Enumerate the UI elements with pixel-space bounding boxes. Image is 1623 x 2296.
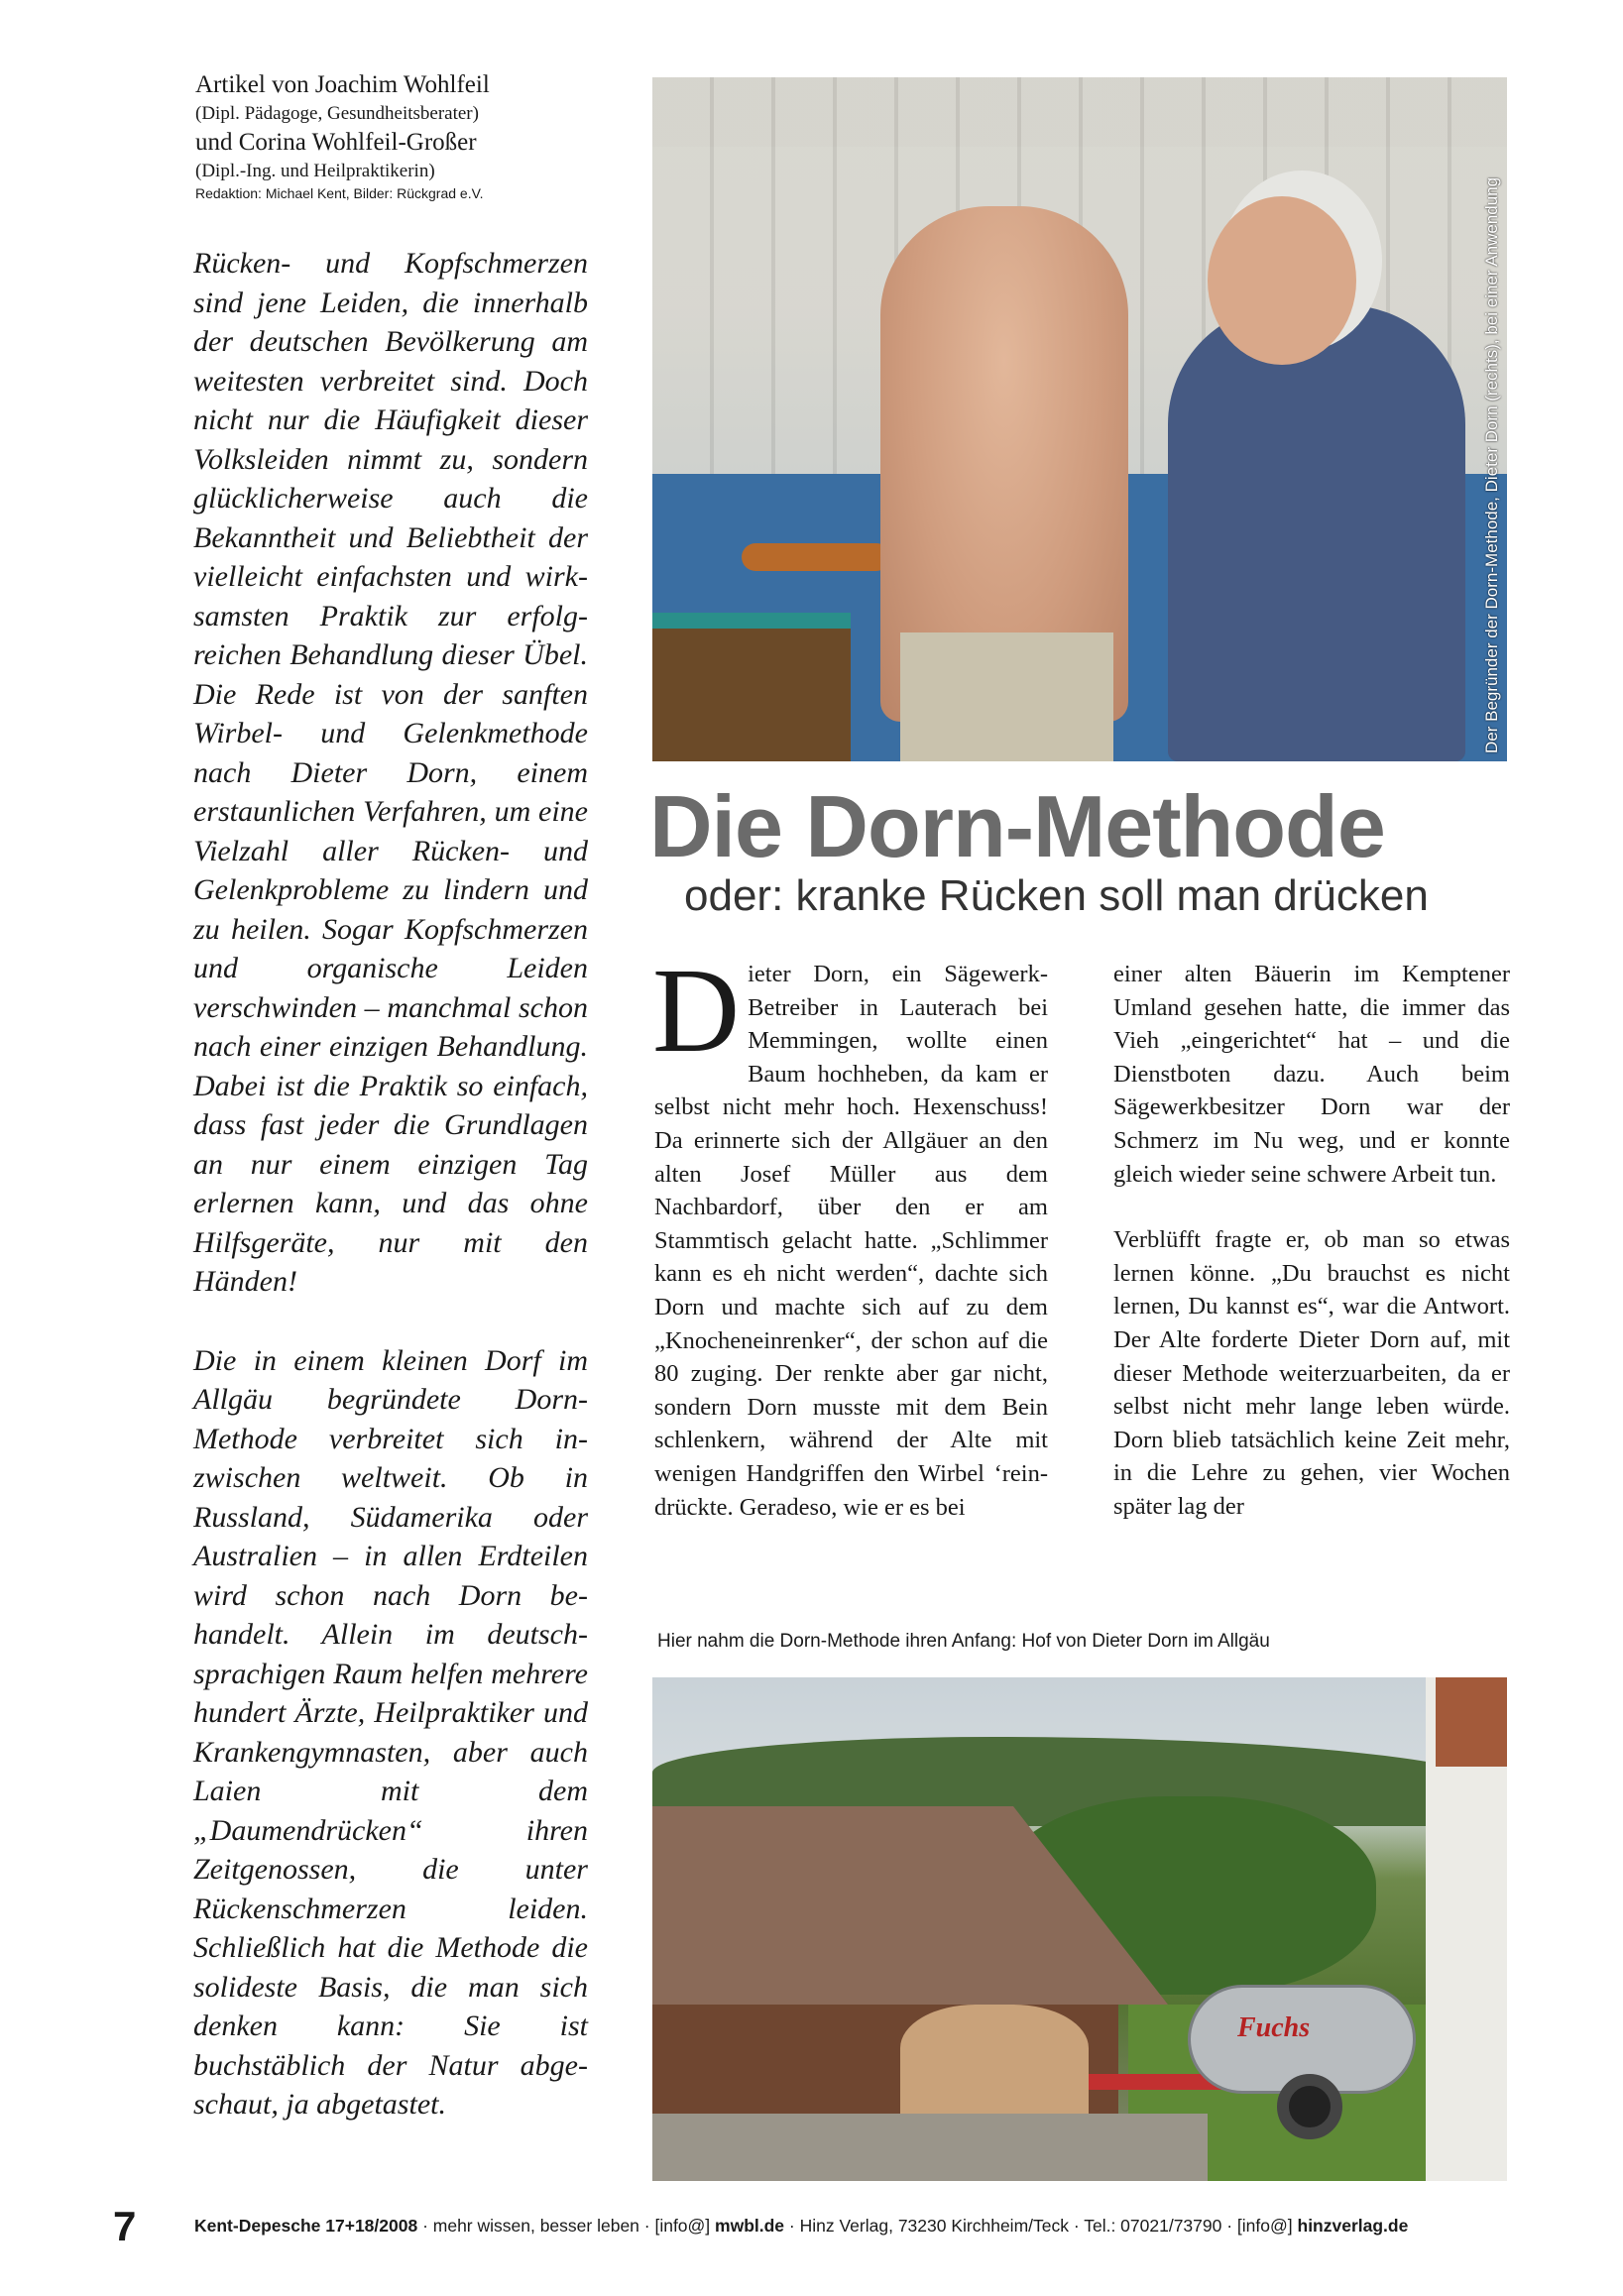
author-1-role: (Dipl. Pädagoge, Gesundheitsberater) — [195, 103, 479, 124]
photo-wheel — [1277, 2074, 1342, 2139]
credits: Redaktion: Michael Kent, Bilder: Rückgrad e.V. — [195, 185, 484, 201]
treatment-photo-caption: Der Begründer der Dorn-Methode, Dieter Dorn (rechts), bei einer Anwendung — [1482, 176, 1501, 753]
photo-shutter — [1436, 1677, 1507, 1767]
photo-tank-label: Fuchs — [1237, 2012, 1311, 2043]
intro-paragraph-2: Die in einem kleinen Dorf im Allgäu begründete Dorn-Methode verbreitet sich inzwischen weltweit. Ob in Russland, Südamerika oder Australien – in allen Erdteilen wird schon nach Dorn behandelt. Allein im deutschsprachigen Raum helfen mehrere hundert Ärzte, Heilpraktiker und Krankengymnasten, aber auch Laien mit dem „Daumendrücken“ ihren Zeitgenossen, die unter Rückenschmerzen leiden. Schließlich hat die Methode die solideste Basis, die man sich denken kann: Sie ist buchstäblich der Natur abgeschaut, ja abgetastet. — [193, 1343, 588, 2121]
body-paragraph: Verblüfft fragte er, ob man so etwas lernen könne. „Du brauchst es nicht lernen, Du kannst es“, war die Antwort. Der Alte forderte Dieter Dorn auf, mit dieser Methode weiterzuarbeiten, da er selbst nicht mehr lange leben würde. Dorn blieb tatsächlich keine Zeit mehr, in die Lehre zu gehen, vier Wochen später lag der — [1113, 1226, 1510, 1520]
author-2: und Corina Wohlfeil-Großer — [195, 129, 477, 156]
body-column-1 — [652, 944, 1048, 1524]
intro-column — [193, 244, 588, 2124]
article-subtitle: oder: kranke Rücken soll man drücken — [684, 871, 1429, 920]
photo-table — [652, 613, 851, 761]
photo-path — [652, 2114, 1208, 2181]
farm-photo-caption: Hier nahm die Dorn-Methode ihren Anfang: Hof von Dieter Dorn im Allgäu — [657, 1631, 1270, 1652]
footer — [194, 2215, 1408, 2237]
footer-text-2: · Hinz Verlag, 73230 Kirchheim/Teck · Tel.: 07021/73790 · [info@] — [784, 2216, 1298, 2236]
footer-link-hinzverlag[interactable]: hinzverlag.de — [1297, 2216, 1409, 2236]
page-number: 7 — [113, 2203, 137, 2249]
body-column-2 — [1113, 958, 1510, 1524]
article-title: Die Dorn-Methode — [649, 777, 1385, 875]
body-paragraph — [652, 944, 1048, 1524]
treatment-photo — [652, 77, 1507, 761]
intro-paragraph-1: Rücken- und Kopfschmerzen sind jene Leiden, die innerhalb der deutschen Bevölkerung am weitesten verbreitet sind. Doch nicht nur die Häufigkeit dieser Volksleiden nimmt zu, sondern glücklicherweise auch die Bekanntheit und Beliebtheit der vielleicht einfachsten und wirksamsten Praktik zur erfolgreichen Behandlung dieser Übel. Die Rede ist von der sanften Wirbel- und Gelenkmethode nach Dieter Dorn, einem erstaunlichen Verfahren, um eine Vielzahl aller Rücken- und Gelenkprobleme zu lindern und zu heilen. Sogar Kopfschmerzen und organische Leiden verschwinden – manchmal schon nach einer einzigen Behandlung. Dabei ist die Praktik so einfach, dass fast jeder die Grundlagen an nur einem einzigen Tag erlernen kann, und das ohne Hilfsgeräte, nur mit den Händen! — [193, 247, 588, 1298]
publication-name: Kent-Depesche 17+18/2008 — [194, 2216, 418, 2236]
photo-therapist-head — [1208, 196, 1356, 365]
footer-text-1: · mehr wissen, besser leben · [info@] — [417, 2216, 716, 2236]
farm-photo — [652, 1677, 1507, 2181]
author-2-role: (Dipl.-Ing. und Heilpraktikerin) — [195, 161, 435, 181]
photo-bench — [742, 543, 890, 571]
photo-therapist — [1168, 305, 1465, 761]
byline — [195, 69, 622, 202]
photo-trousers — [900, 632, 1113, 761]
body-paragraph: einer alten Bäuerin im Kemptener Umland gesehen hatte, die immer das Vieh „eingerichtet“ hat – und die Dienstboten dazu. Auch beim Sägewerkbesitzer Dorn war der Schmerz im Nu weg, und er konnte gleich wieder seine schwere Arbeit tun. — [1113, 961, 1510, 1188]
body-text: ieter Dorn, ein Sägewerk-Betreiber in Lauterach bei Memmingen, wollte einen Baum hochheben, da kam er selbst nicht mehr hoch. Hexenschuss! Da erinnerte sich der Allgäuer an den alten Josef Müller aus dem Nachbardorf, über den er am Stammtisch gelacht hatte. „Schlimmer kann es eh nicht werden“, dachte sich Dorn und machte sich auf zu dem „Knocheneinrenker“, der schon auf die 80 zuging. Der renkte aber gar nicht, sondern Dorn musste mit dem Bein schlenkern, während der Alte mit wenigen Handgriffen den Wirbel ‘reindrückte. Geradeso, wie er es bei — [654, 961, 1048, 1521]
photo-woodpile — [900, 2005, 1089, 2114]
footer-link-mwbl[interactable]: mwbl.de — [715, 2216, 785, 2236]
author-1: Artikel von Joachim Wohlfeil — [195, 71, 490, 98]
drop-cap: D — [652, 944, 741, 1078]
